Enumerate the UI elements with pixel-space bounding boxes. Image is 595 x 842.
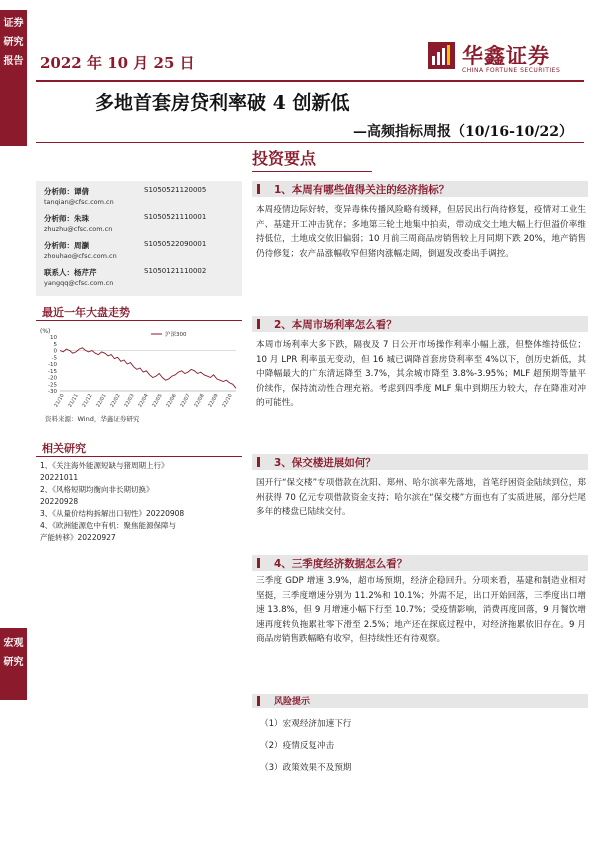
analyst-box (36, 181, 242, 296)
report-title: 多地首套房贷利率破 4 创新低 (95, 92, 350, 114)
market-chart (36, 325, 242, 415)
x-tick-label: 22/04 (137, 393, 150, 409)
logo-mark-icon (428, 42, 455, 69)
key-points-heading: 投资要点 (252, 149, 317, 168)
related-item[interactable]: 1、《关注海外能源短缺与猪周期上行》 (40, 461, 169, 470)
section-body-2: 本周市场利率大多下跌，隔夜及 7 日公开市场操作利率小幅上涨，但整体维持低位；10 月 LPR 利率虽无变动，但 16 城已调降首套房贷利率至 4%以下，创历史新低，其中降幅最大的广东清远降至 3.7%，其余城市降至 3.8%-3.95%；MLF 超预期等量平价续作，保持流动性合理充裕。考虑到四季度 MLF 集中到期压力较大，存在降准对冲的可能性。 (256, 340, 586, 409)
section-heading-text: 2、本周市场利率怎么看？ (274, 319, 397, 331)
x-tick-label: 22/01 (95, 393, 108, 409)
x-tick-label: 22/06 (165, 393, 178, 409)
section-body-1: 本周疫情边际好转，变异毒株传播风险略有缓释，但居民出行尚待修复，疫情对工业生产、基建开工冲击犹存；多地第三轮土地集中拍卖，带动成交土地大幅上行但溢价率维持低位，土地成交依旧偏弱；10 月前三周商品房销售较上月同期下跌 20%，地产销售仍待修复；农产品涨幅收窄但猪肉涨幅走阔，倒逼发改委出手调控。 (256, 205, 586, 259)
side-label-category: 宏观研究 (0, 628, 27, 700)
analyst-name: 杨芹芹 (74, 268, 97, 277)
y-tick-label: -30 (48, 389, 57, 395)
y-tick-label: -10 (48, 362, 57, 368)
x-tick-label: 21/10 (53, 393, 66, 409)
section-marker-icon (257, 558, 260, 568)
analyst-email[interactable]: zhouhao@cfsc.com.cn (44, 252, 117, 260)
x-tick-label: 22/08 (193, 393, 206, 409)
risk-item: （2）疫情反复冲击 (260, 741, 335, 751)
section-marker-icon (257, 457, 260, 467)
related-item[interactable]: 2、《风格短期均衡向非长期切换》 (40, 485, 154, 494)
company-logo (428, 40, 578, 80)
risk-item: （3）政策效果不及预期 (260, 763, 352, 773)
section-marker-icon (257, 319, 260, 329)
y-tick-label: 0 (53, 348, 57, 355)
section-heading-1 (252, 181, 588, 197)
y-tick-label: -25 (48, 382, 57, 389)
analyst-email[interactable]: yangqq@cfsc.com.cn (44, 279, 114, 287)
key-points-rule (252, 171, 372, 172)
section-heading-text: 3、保交楼进展如何？ (274, 457, 376, 469)
market-trend-heading: 最近一年大盘走势 (42, 306, 130, 319)
y-axis-label: (%) (40, 328, 51, 335)
y-tick-label: -15 (48, 368, 57, 375)
analyst-role: 分析师： (44, 214, 74, 223)
analyst-row (44, 267, 207, 278)
legend-label: 沪深300 (165, 332, 187, 338)
related-item-date: 产能转移》20220927 (40, 533, 116, 542)
side-label-report-type: 证券研究报告 (0, 10, 27, 146)
market-chart-svg (36, 325, 242, 415)
x-tick-label: 22/03 (123, 393, 136, 409)
analyst-row (44, 240, 207, 251)
analyst-row (44, 213, 207, 224)
section-heading-text: 4、三季度经济数据怎么看？ (274, 558, 408, 570)
x-tick-label: 22/02 (109, 393, 122, 409)
related-item[interactable]: 3、《从量价结构拆解出口韧性》20220908 (40, 509, 185, 518)
report-subtitle: —高频指标周报（10/16-10/22） (353, 124, 573, 140)
section-body-3: 国开行“保交楼”专项借款在沈阳、郑州、哈尔滨率先落地，首笔纾困资金陆续到位，郑州获得 70 亿元专项借款资金支持；哈尔滨在“保交楼”方面也有了实质进展，部分烂尾多年的楼盘已陆续交付。 (256, 478, 586, 518)
section-heading-text: 1、本周有哪些值得关注的经济指标？ (274, 184, 450, 196)
analyst-role: 分析师： (44, 241, 74, 250)
analyst-name: 周灏 (74, 241, 89, 250)
related-item-date: 20220928 (40, 497, 79, 506)
x-tick-label: 22/09 (207, 393, 220, 409)
analyst-role: 分析师： (44, 187, 74, 196)
section-heading-4 (252, 555, 588, 571)
risk-item: （1）宏观经济加速下行 (260, 719, 352, 729)
analyst-email[interactable]: tanqian@cfsc.com.cn (44, 198, 114, 206)
section-marker-icon (257, 184, 260, 194)
related-item-date: 20221011 (40, 473, 79, 482)
x-tick-label: 21/12 (81, 393, 94, 409)
analyst-role: 联系人： (44, 268, 74, 277)
x-tick-label: 22/05 (151, 393, 164, 409)
market-trend-rule (36, 320, 242, 321)
analyst-row (44, 186, 207, 197)
y-tick-label: -20 (48, 375, 57, 382)
related-research-heading: 相关研究 (42, 442, 86, 455)
report-date: 2022 年 10 月 25 日 (40, 54, 195, 72)
y-tick-label: 10 (50, 335, 57, 341)
analyst-cert: S1050521110001 (144, 213, 207, 221)
analyst-cert: S1050522090001 (144, 240, 207, 248)
section-body-4: 三季度 GDP 增速 3.9%，超市场预期，经济企稳回升。分项来看，基建和制造业相对坚挺，三季度增速分别为 11.2%和 10.1%；外需不足，出口开始回落，三季度出口增速 13.8%，但 9 月增速小幅下行至 10.7%；受疫情影响，消费再度回落，9 月餐饮增速再度转负拖累社零下滑至 2.5%；地产还在探底过程中，对经济拖累依旧存在。9 月商品房销售跌幅略有收窄，但持续性还有待观察。 (256, 576, 586, 645)
chart-source: 资料来源：Wind，华鑫证券研究 (45, 415, 140, 423)
section-marker-icon (257, 696, 260, 706)
y-tick-label: -5 (51, 355, 57, 362)
related-item[interactable]: 4、《欧洲能源危中有机：聚焦能源保障与 (40, 521, 177, 530)
logo-text-en: CHINA FORTUNE SECURITIES (462, 67, 561, 74)
title-rule (36, 142, 584, 143)
risk-heading-text: 风险提示 (274, 697, 311, 707)
section-heading-3 (252, 454, 588, 470)
y-tick-label: 5 (53, 341, 57, 348)
x-tick-label: 22/10 (221, 393, 234, 409)
analyst-name: 谭倩 (74, 187, 89, 196)
logo-text-cn: 华鑫证券 (462, 43, 550, 68)
risk-heading (252, 694, 588, 708)
analyst-cert: S1050121110002 (144, 267, 207, 275)
x-tick-label: 21/11 (67, 393, 80, 409)
section-heading-2 (252, 316, 588, 332)
analyst-cert: S1050521120005 (144, 186, 207, 194)
analyst-name: 朱珠 (74, 214, 89, 223)
related-research-rule (36, 456, 242, 457)
series-line-hs300 (60, 348, 236, 389)
analyst-email[interactable]: zhuzhu@cfsc.com.cn (44, 225, 113, 233)
x-tick-label: 22/07 (179, 393, 192, 409)
header-rule (36, 80, 584, 82)
